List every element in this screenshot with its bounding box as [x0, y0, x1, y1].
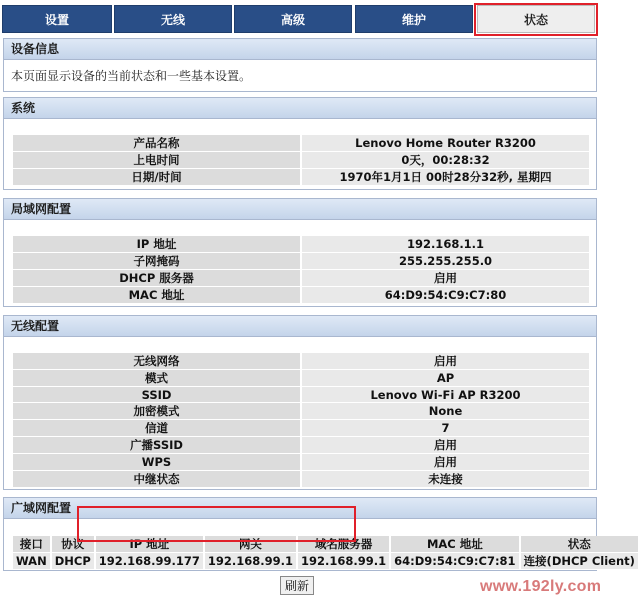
tab-wireless[interactable]: 无线 — [114, 5, 232, 33]
row-label: SSID — [13, 387, 302, 403]
table-row — [13, 454, 589, 471]
col-header: 接口 — [13, 536, 50, 553]
row-label: 产品名称 — [13, 135, 302, 152]
tab-status[interactable]: 状态 — [477, 5, 595, 33]
row-label: 无线网络 — [13, 353, 302, 370]
table-row — [13, 169, 589, 186]
cell: 192.168.99.1 — [203, 553, 296, 570]
row-label: WPS — [13, 454, 302, 471]
table-row — [13, 437, 589, 454]
col-header: 域名服务器 — [296, 536, 389, 553]
col-header: 网关 — [203, 536, 296, 553]
row-value: 启用 — [302, 353, 589, 370]
lan-panel — [3, 198, 597, 307]
table-row — [13, 353, 589, 370]
refresh-button[interactable]: 刷新 — [280, 576, 314, 595]
tab-advanced[interactable]: 高级 — [234, 5, 352, 33]
table-row — [13, 287, 589, 304]
wireless-table — [13, 353, 589, 488]
table-row — [13, 403, 589, 420]
col-header: 协议 — [50, 536, 94, 553]
wireless-panel — [3, 315, 597, 490]
table-row — [13, 387, 589, 403]
row-label: 加密模式 — [13, 403, 302, 420]
col-header: 状态 — [519, 536, 638, 553]
wan-ip-highlight — [77, 506, 356, 542]
table-row — [13, 553, 638, 570]
table-row — [13, 135, 589, 152]
table-row — [13, 236, 589, 253]
device-info-panel — [3, 38, 597, 92]
row-label: 上电时间 — [13, 152, 302, 169]
tab-maintenance[interactable]: 维护 — [355, 5, 473, 33]
col-header: IP 地址 — [94, 536, 203, 553]
row-label: 日期/时间 — [13, 169, 302, 186]
row-value: 1970年1月1日 00时28分32秒, 星期四 — [302, 169, 589, 186]
wireless-title: 无线配置 — [4, 316, 596, 337]
tab-settings[interactable]: 设置 — [2, 5, 112, 33]
row-value: AP — [302, 370, 589, 387]
watermark: www.192ly.com — [480, 578, 602, 595]
row-label: MAC 地址 — [13, 287, 302, 304]
device-info-title: 设备信息 — [4, 39, 596, 60]
table-row — [13, 270, 589, 287]
row-value: None — [302, 403, 589, 420]
row-label: IP 地址 — [13, 236, 302, 253]
table-row — [13, 420, 589, 437]
system-table — [13, 135, 589, 186]
row-value: 192.168.1.1 — [302, 236, 589, 253]
table-row — [13, 152, 589, 169]
cell: WAN — [13, 553, 50, 570]
row-value: 启用 — [302, 270, 589, 287]
row-label: 信道 — [13, 420, 302, 437]
cell: 192.168.99.1 — [296, 553, 389, 570]
top-nav — [0, 0, 600, 36]
device-info-description: 本页面显示设备的当前状态和一些基本设置。 — [11, 69, 252, 83]
row-value: 启用 — [302, 437, 589, 454]
lan-table — [13, 236, 589, 304]
system-panel — [3, 97, 597, 190]
row-value: 255.255.255.0 — [302, 253, 589, 270]
wan-title: 广域网配置 — [4, 498, 596, 519]
row-value: 启用 — [302, 454, 589, 471]
row-value: 0天，00:28:32 — [302, 152, 589, 169]
table-row — [13, 253, 589, 270]
status-tab-highlight — [474, 3, 598, 36]
row-label: 中继状态 — [13, 471, 302, 488]
cell: 连接(DHCP Client) — [519, 553, 638, 570]
row-value: 未连接 — [302, 471, 589, 488]
row-value: Lenovo Wi-Fi AP R3200 — [302, 387, 589, 403]
cell: 192.168.99.177 — [94, 553, 203, 570]
table-row — [13, 370, 589, 387]
row-label: 广播SSID — [13, 437, 302, 454]
cell: 64:D9:54:C9:C7:81 — [389, 553, 518, 570]
system-title: 系统 — [4, 98, 596, 119]
table-row — [13, 471, 589, 488]
row-value: Lenovo Home Router R3200 — [302, 135, 589, 152]
cell: DHCP — [50, 553, 94, 570]
lan-title: 局域网配置 — [4, 199, 596, 220]
row-value: 64:D9:54:C9:C7:80 — [302, 287, 589, 304]
row-label: DHCP 服务器 — [13, 270, 302, 287]
col-header: MAC 地址 — [389, 536, 518, 553]
row-label: 子网掩码 — [13, 253, 302, 270]
row-value: 7 — [302, 420, 589, 437]
row-label: 模式 — [13, 370, 302, 387]
